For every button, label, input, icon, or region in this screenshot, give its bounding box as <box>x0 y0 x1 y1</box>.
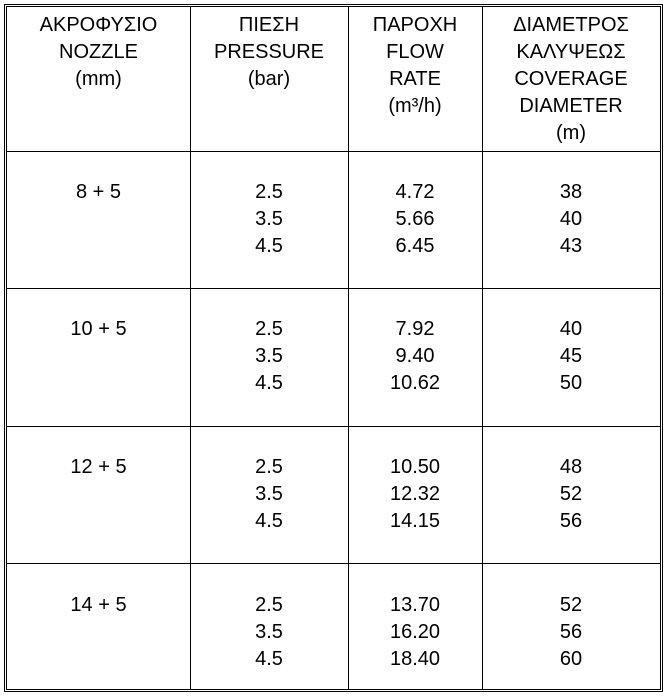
flow-value: 6.45 <box>395 235 435 257</box>
pressure-value: 2.5 <box>255 594 283 616</box>
flow-cell <box>348 454 482 535</box>
header-flow-line: RATE <box>389 68 441 90</box>
pressure-value: 2.5 <box>255 456 283 478</box>
nozzle-value: 10 + 5 <box>70 318 127 340</box>
diameter-value: 40 <box>559 318 583 340</box>
pressure-value: 4.5 <box>255 372 283 394</box>
flow-cell <box>348 592 482 673</box>
diameter-cell <box>482 592 660 673</box>
diameter-value: 45 <box>559 345 583 367</box>
nozzle-value: 8 + 5 <box>75 181 122 203</box>
pressure-value: 3.5 <box>255 208 283 230</box>
flow-value: 4.72 <box>395 181 435 203</box>
header-pressure-line: PRESSURE <box>213 41 325 63</box>
diameter-value: 52 <box>559 594 583 616</box>
flow-value: 18.40 <box>389 648 441 670</box>
header-nozzle-line: NOZZLE <box>59 41 138 63</box>
header-diameter-line: ΚΑΛΥΨΕΩΣ <box>516 41 626 63</box>
nozzle-cell <box>7 316 190 343</box>
pressure-value: 3.5 <box>255 621 283 643</box>
flow-value: 14.15 <box>389 510 441 532</box>
diameter-cell <box>482 316 660 397</box>
diameter-value: 43 <box>559 235 583 257</box>
header-pressure-line: ΠΙΕΣΗ <box>238 14 300 36</box>
header-nozzle <box>7 12 190 93</box>
pressure-value: 2.5 <box>255 181 283 203</box>
header-coverage-diameter <box>482 12 660 147</box>
header-diameter-line: DIAMETER <box>519 95 623 117</box>
pressure-cell <box>190 592 348 673</box>
pressure-value: 2.5 <box>255 318 283 340</box>
flow-cell <box>348 316 482 397</box>
header-flow-line: ΠΑΡΟΧΗ <box>372 14 458 36</box>
pressure-cell <box>190 179 348 260</box>
header-flow-line: (m³/h) <box>388 95 442 117</box>
diameter-value: 40 <box>559 208 583 230</box>
diameter-cell <box>482 454 660 535</box>
row-divider <box>7 426 660 427</box>
flow-value: 13.70 <box>389 594 441 616</box>
pressure-value: 3.5 <box>255 345 283 367</box>
flow-value: 16.20 <box>389 621 441 643</box>
spec-table <box>4 4 663 692</box>
diameter-value: 52 <box>559 483 583 505</box>
flow-cell <box>348 179 482 260</box>
nozzle-cell <box>7 592 190 619</box>
flow-value: 10.50 <box>389 456 441 478</box>
nozzle-cell <box>7 179 190 206</box>
pressure-value: 4.5 <box>255 510 283 532</box>
header-flow-line: FLOW <box>386 41 444 63</box>
pressure-value: 4.5 <box>255 648 283 670</box>
header-flow-rate <box>348 12 482 120</box>
header-diameter-line: (m) <box>556 122 586 144</box>
header-diameter-line: COVERAGE <box>514 68 628 90</box>
flow-value: 12.32 <box>389 483 441 505</box>
header-pressure-line: (bar) <box>247 68 291 90</box>
pressure-value: 3.5 <box>255 483 283 505</box>
diameter-cell <box>482 179 660 260</box>
header-nozzle-line: ΑΚΡΟΦΥΣΙΟ <box>39 14 158 36</box>
flow-value: 9.40 <box>395 345 435 367</box>
row-divider <box>7 151 660 152</box>
diameter-value: 60 <box>559 648 583 670</box>
flow-value: 10.62 <box>389 372 441 394</box>
diameter-value: 56 <box>559 510 583 532</box>
pressure-cell <box>190 454 348 535</box>
flow-value: 5.66 <box>395 208 435 230</box>
nozzle-value: 12 + 5 <box>70 456 127 478</box>
diameter-value: 38 <box>559 181 583 203</box>
row-divider <box>7 563 660 564</box>
diameter-value: 48 <box>559 456 583 478</box>
diameter-value: 50 <box>559 372 583 394</box>
diameter-value: 56 <box>559 621 583 643</box>
header-nozzle-line: (mm) <box>75 68 122 90</box>
header-pressure <box>190 12 348 93</box>
flow-value: 7.92 <box>395 318 435 340</box>
nozzle-cell <box>7 454 190 481</box>
pressure-cell <box>190 316 348 397</box>
header-diameter-line: ΔΙΑΜΕΤΡΟΣ <box>513 14 629 36</box>
pressure-value: 4.5 <box>255 235 283 257</box>
nozzle-value: 14 + 5 <box>70 594 127 616</box>
row-divider <box>7 288 660 289</box>
